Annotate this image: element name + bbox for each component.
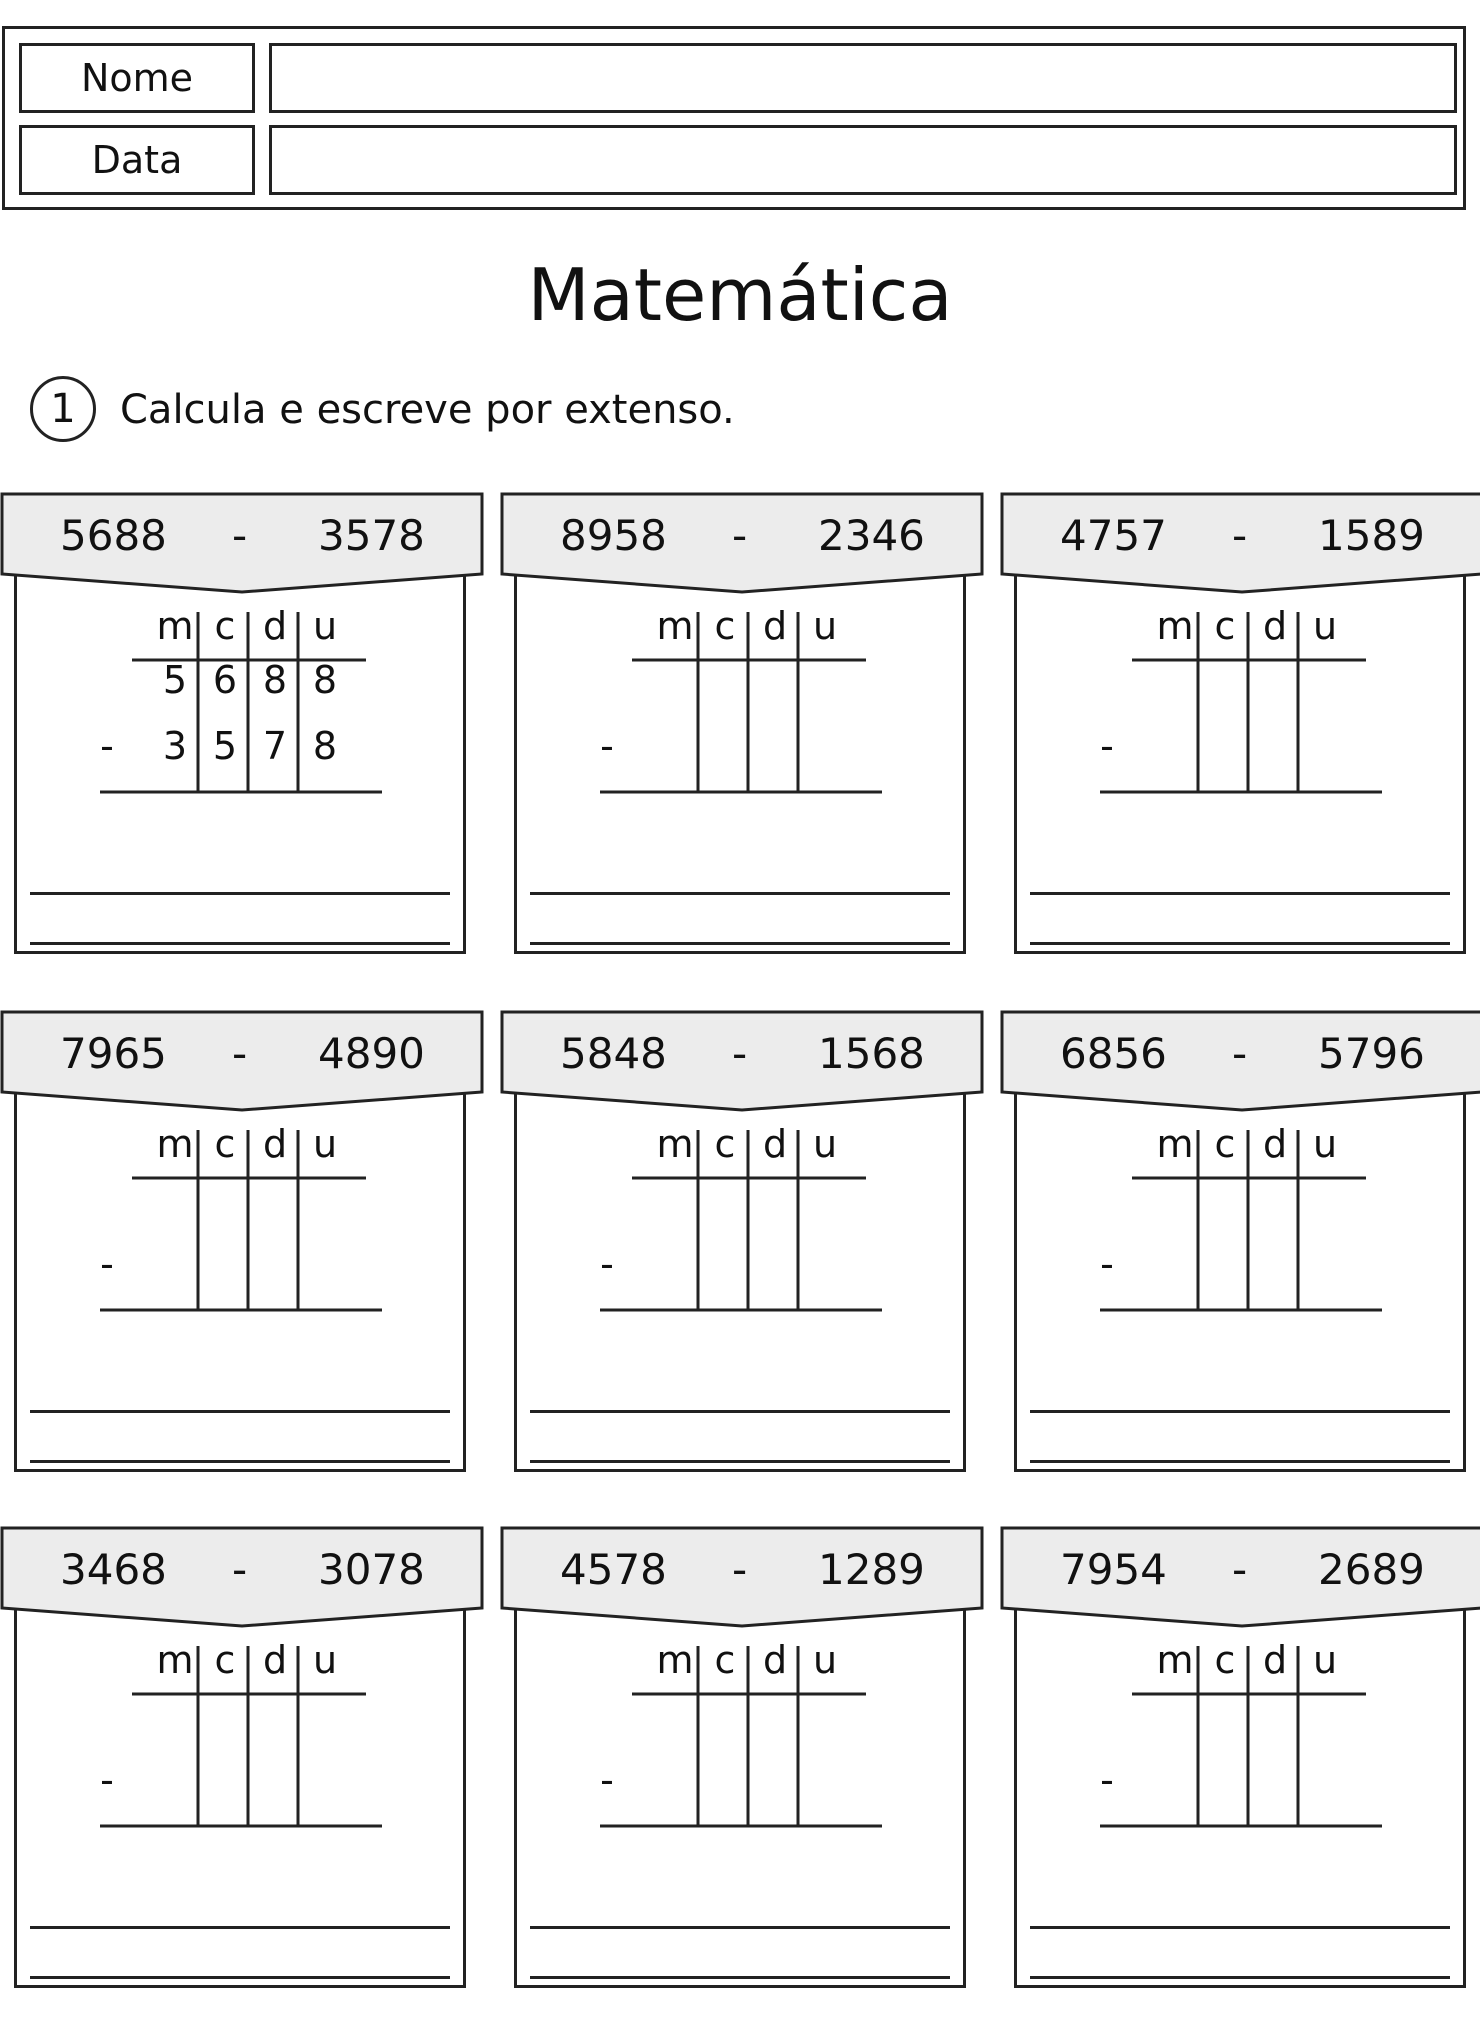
place-value-header: u [312,604,338,648]
place-value-header: m [656,1122,694,1166]
place-value-header: c [214,604,236,648]
answer-line[interactable] [30,1460,450,1463]
exercise-card [1000,1010,1480,1480]
minuend: 5688 [60,511,167,560]
top-digit[interactable]: 8 [312,658,338,702]
place-value-header: m [1156,604,1194,648]
subtrahend: 1289 [818,1545,925,1594]
answer-line[interactable] [30,892,450,895]
column-minus-sign: - [1100,1242,1114,1286]
minus-sign: - [232,1545,248,1594]
place-value-header: d [1262,1122,1288,1166]
exercise-card [500,492,980,962]
exercise-card [0,492,480,962]
minuend: 5848 [560,1029,667,1078]
date-field[interactable] [269,125,1457,195]
subtrahend: 5796 [1318,1029,1425,1078]
place-value-header: d [262,1122,288,1166]
place-value-header: c [1214,1638,1236,1682]
date-label: Data [19,125,255,195]
minus-sign: - [232,511,248,560]
minus-sign: - [1232,1029,1248,1078]
question-instruction: Calcula e escreve por extenso. [120,387,735,433]
minuend: 6856 [1060,1029,1167,1078]
answer-line[interactable] [530,1410,950,1413]
top-digit[interactable]: 6 [212,658,238,702]
place-value-header: u [812,1638,838,1682]
place-value-header: u [1312,1122,1338,1166]
column-minus-sign: - [1100,724,1114,768]
exercise-card [0,1010,480,1480]
minus-sign: - [732,1545,748,1594]
place-value-header: m [656,1638,694,1682]
place-value-header: d [762,604,788,648]
minus-sign: - [732,511,748,560]
exercise-card [500,1526,980,1996]
subtrahend: 3078 [318,1545,425,1594]
answer-line[interactable] [1030,942,1450,945]
exercise-card [1000,1526,1480,1996]
subtrahend: 2346 [818,511,925,560]
minus-sign: - [1232,1545,1248,1594]
answer-line[interactable] [1030,1976,1450,1979]
place-value-header: u [1312,1638,1338,1682]
column-minus-sign: - [600,1758,614,1802]
place-value-header: c [1214,1122,1236,1166]
answer-line[interactable] [30,942,450,945]
student-info-box [2,26,1466,210]
place-value-header: u [812,604,838,648]
column-minus-sign: - [100,1758,114,1802]
question-number-badge: 1 [30,376,96,442]
minuend: 7954 [1060,1545,1167,1594]
column-minus-sign: - [600,724,614,768]
subtrahend: 2689 [1318,1545,1425,1594]
bottom-digit[interactable]: 3 [162,724,188,768]
name-label: Nome [19,43,255,113]
top-digit[interactable]: 8 [262,658,288,702]
answer-line[interactable] [530,942,950,945]
answer-line[interactable] [30,1976,450,1979]
page-title: Matemática [527,253,953,337]
place-value-header: m [1156,1122,1194,1166]
minuend: 7965 [60,1029,167,1078]
minus-sign: - [732,1029,748,1078]
place-value-header: c [214,1638,236,1682]
minuend: 4757 [1060,511,1167,560]
name-field[interactable] [269,43,1457,113]
place-value-header: m [656,604,694,648]
exercise-card [0,1526,480,1996]
minuend: 8958 [560,511,667,560]
answer-line[interactable] [1030,1410,1450,1413]
minuend: 4578 [560,1545,667,1594]
place-value-header: d [262,604,288,648]
minuend: 3468 [60,1545,167,1594]
place-value-header: u [812,1122,838,1166]
top-digit[interactable]: 5 [162,658,188,702]
minus-sign: - [1232,511,1248,560]
place-value-header: d [762,1638,788,1682]
column-minus-sign: - [100,724,114,768]
place-value-header: d [1262,1638,1288,1682]
answer-line[interactable] [1030,892,1450,895]
answer-line[interactable] [530,1976,950,1979]
answer-line[interactable] [1030,1926,1450,1929]
place-value-header: u [312,1122,338,1166]
subtrahend: 1589 [1318,511,1425,560]
column-minus-sign: - [1100,1758,1114,1802]
place-value-header: c [1214,604,1236,648]
answer-line[interactable] [1030,1460,1450,1463]
subtrahend: 4890 [318,1029,425,1078]
answer-line[interactable] [30,1926,450,1929]
column-minus-sign: - [600,1242,614,1286]
place-value-header: c [714,604,736,648]
place-value-header: d [762,1122,788,1166]
bottom-digit[interactable]: 7 [262,724,288,768]
place-value-header: c [214,1122,236,1166]
answer-line[interactable] [530,1926,950,1929]
place-value-header: c [714,1638,736,1682]
bottom-digit[interactable]: 5 [212,724,238,768]
place-value-header: u [312,1638,338,1682]
place-value-header: d [1262,604,1288,648]
place-value-header: d [262,1638,288,1682]
subtrahend: 1568 [818,1029,925,1078]
answer-line[interactable] [30,1410,450,1413]
minus-sign: - [232,1029,248,1078]
bottom-digit[interactable]: 8 [312,724,338,768]
place-value-header: m [156,604,194,648]
place-value-header: m [1156,1638,1194,1682]
answer-line[interactable] [530,892,950,895]
subtrahend: 3578 [318,511,425,560]
exercise-card [500,1010,980,1480]
place-value-header: m [156,1638,194,1682]
place-value-header: u [1312,604,1338,648]
column-minus-sign: - [100,1242,114,1286]
place-value-header: m [156,1122,194,1166]
place-value-header: c [714,1122,736,1166]
exercise-card [1000,492,1480,962]
answer-line[interactable] [530,1460,950,1463]
